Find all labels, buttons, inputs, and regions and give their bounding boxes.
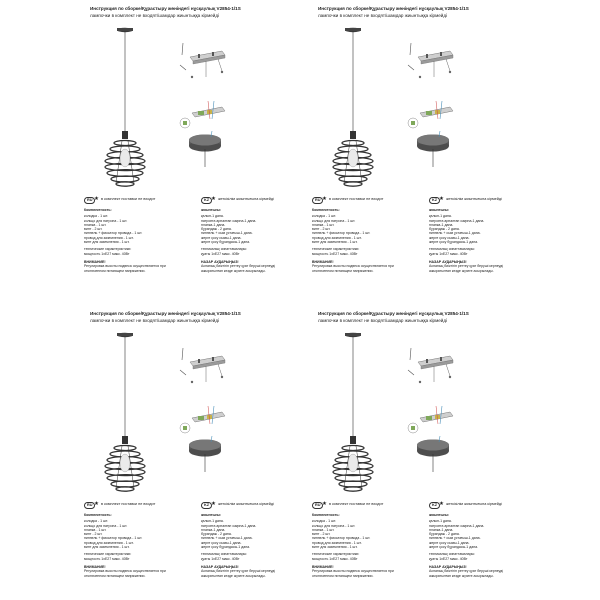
list-item: бұрандаж - 2 дана.: [201, 227, 232, 232]
kz-tech-heading: техникалық сипаттамалары:: [429, 552, 476, 557]
pendant-lamp-illustration: [60, 330, 190, 500]
ru-tech-heading: технические характеристики:: [84, 247, 132, 252]
list-item: жерге қосу бұрандасы-1 дана.: [429, 240, 479, 245]
kz-tech-value: қуаты 1xE27 макс. 40Вт: [429, 556, 468, 561]
kz-warning-text: Аспаның биіктігін реттеу қуат беруші кернеуді ажыратылған кезде жүзеге асырылады.: [201, 569, 276, 578]
kz-item-list: [201, 214, 296, 244]
pendant-lamp-illustration: [60, 25, 190, 195]
list-item: ниппель + сым ұстағыш-1 дана.: [201, 536, 253, 541]
kz-warning-heading: НАЗАР АУДАРЫҢЫЗ!: [429, 564, 467, 569]
kz-heading: жиынтығы:: [201, 208, 222, 212]
ru-warning-heading: ВНИМАНИЕ!: [84, 259, 106, 264]
ru-heading: Комплектность:: [312, 208, 340, 212]
list-item: винт - 2 шт.: [312, 227, 331, 232]
ru-column: [84, 513, 179, 578]
list-item: ниппель + фиксатор провода - 1 шт.: [312, 231, 371, 236]
list-item: винт - 2 шт.: [84, 227, 103, 232]
assembly-diagram: [178, 342, 233, 477]
list-item: винт для заземления - 1 шт.: [84, 545, 130, 550]
kz-heading: жиынтығы:: [201, 513, 222, 517]
kz-tech-value: қуаты 1xE27 макс. 40Вт: [201, 556, 240, 561]
list-item: провод для заземления - 1 шт.: [84, 540, 134, 545]
kz-warning-text: Аспаның биіктігін реттеу қуат беруші кернеуді ажыратылған кезде жүзеге асырылады.: [201, 264, 276, 273]
language-badges: [84, 196, 294, 208]
instruction-header: [318, 310, 558, 324]
ru-item-list: [312, 214, 407, 244]
list-item: қалып-1 дана.: [429, 519, 452, 524]
kz-note: жеткізілім жиынтығына кірмейді: [218, 197, 274, 201]
ru-tech-value: мощность 1xE27 макс. 40Вт: [84, 556, 130, 561]
language-badges: [84, 501, 294, 513]
ru-warning-heading: ВНИМАНИЕ!: [84, 564, 106, 569]
ru-column: [312, 513, 407, 578]
list-item: ниппель + фиксатор провода - 1 шт.: [84, 231, 143, 236]
kz-warning-text: Аспаның биіктігін реттеу қуат беруші кернеуді ажыратылған кезде жүзеге асырылады.: [429, 264, 504, 273]
list-item: провод для заземления - 1 шт.: [312, 235, 362, 240]
list-item: планка-1 дана.: [429, 222, 454, 227]
list-item: планка - 1 шт.: [312, 527, 335, 532]
ru-note: в комплект поставки не входит: [101, 197, 156, 201]
list-item: жерге қосу сымы-1 дана.: [429, 540, 470, 545]
kz-column: [429, 513, 524, 578]
list-item: планка-1 дана.: [429, 527, 454, 532]
list-item: патронға арналған сақина-1 дана.: [429, 523, 485, 528]
instruction-header: [318, 5, 558, 19]
kz-warning-heading: НАЗАР АУДАРЫҢЫЗ!: [429, 259, 467, 264]
kz-tech-value: қуаты 1xE27 макс. 40Вт: [429, 251, 468, 256]
kz-warning-heading: НАЗАР АУДАРЫҢЫЗ!: [201, 564, 239, 569]
list-item: винт - 2 шт.: [84, 532, 103, 537]
instruction-panel-bottom-right: [288, 310, 558, 580]
ru-column: [312, 208, 407, 273]
list-item: ниппель + сым ұстағыш-1 дана.: [429, 231, 481, 236]
ru-item-list: [84, 214, 179, 244]
ru-tech-value: мощность 1xE27 макс. 40Вт: [312, 556, 358, 561]
list-item: винт для заземления - 1 шт.: [84, 240, 130, 245]
kz-note: жеткізілім жиынтығына кірмейді: [218, 502, 274, 506]
list-item: жерге қосу бұрандасы-1 дана.: [201, 240, 251, 245]
ru-note: в комплект поставки не входит: [329, 197, 384, 201]
list-item: қалып-1 дана.: [429, 214, 452, 219]
list-item: винт - 2 шт.: [312, 532, 331, 537]
list-item: колодка - 1 шт.: [312, 214, 337, 219]
list-item: колодка - 1 шт.: [312, 519, 337, 524]
list-item: планка - 1 шт.: [84, 222, 107, 227]
list-item: жерге қосу сымы-1 дана.: [201, 235, 242, 240]
instruction-title: Инструкция по сборке/Құрастыру жөніндегі нұсқаулық V2854-1/1S: [90, 311, 241, 316]
ru-warning-text: Регулировка высоты подвеса осуществляется при отключенном питающем напряжении.: [84, 264, 166, 273]
kz-tech-heading: техникалық сипаттамалары:: [429, 247, 476, 252]
kz-tech-value: қуаты 1xE27 макс. 40Вт: [201, 251, 240, 256]
list-item: ниппель + фиксатор провода - 1 шт.: [84, 536, 143, 541]
instruction-subtitle: лампочки в комплект не входят/шамдар жиынтыққа кірмейді: [318, 13, 448, 18]
ru-note: в комплект поставки не входит: [329, 502, 384, 506]
assembly-diagram: [178, 37, 233, 172]
star-icon: ★: [439, 501, 444, 507]
ru-note: в комплект поставки не входит: [101, 502, 156, 506]
ru-tech-heading: технические характеристики:: [84, 552, 132, 557]
kz-column: [201, 208, 296, 273]
ru-badge: RU: [84, 502, 95, 509]
list-item: патронға арналған сақина-1 дана.: [201, 218, 257, 223]
list-item: жерге қосу бұрандасы-1 дана.: [429, 545, 479, 550]
list-item: жерге қосу бұрандасы-1 дана.: [201, 545, 251, 550]
assembly-diagram: [406, 37, 461, 172]
ru-warning-heading: ВНИМАНИЕ!: [312, 259, 334, 264]
list-item: винт для заземления - 1 шт.: [312, 240, 358, 245]
list-item: бұрандаж - 2 дана.: [429, 532, 460, 537]
list-item: жерге қосу сымы-1 дана.: [429, 235, 470, 240]
ru-item-list: [84, 519, 179, 549]
star-icon: ★: [439, 196, 444, 202]
kz-warning-heading: НАЗАР АУДАРЫҢЫЗ!: [201, 259, 239, 264]
kz-item-list: [201, 519, 296, 549]
list-item: кольцо для патрона - 1 шт.: [84, 523, 128, 528]
list-item: ниппель + фиксатор провода - 1 шт.: [312, 536, 371, 541]
list-item: кольцо для патрона - 1 шт.: [312, 523, 356, 528]
list-item: провод для заземления - 1 шт.: [84, 235, 134, 240]
ru-warning-text: Регулировка высоты подвеса осуществляется при отключенном питающем напряжении.: [312, 264, 394, 273]
list-item: ниппель + сым ұстағыш-1 дана.: [429, 536, 481, 541]
kz-badge: KZ: [429, 502, 440, 509]
language-badges: [312, 196, 522, 208]
list-item: планка - 1 шт.: [312, 222, 335, 227]
assembly-diagram: [406, 342, 461, 477]
list-item: ниппель + сым ұстағыш-1 дана.: [201, 231, 253, 236]
list-item: жерге қосу сымы-1 дана.: [201, 540, 242, 545]
ru-heading: Комплектность:: [84, 513, 112, 517]
list-item: кольцо для патрона - 1 шт.: [84, 218, 128, 223]
list-item: қалып-1 дана.: [201, 519, 224, 524]
ru-warning-text: Регулировка высоты подвеса осуществляется при отключенном питающем напряжении.: [84, 569, 166, 578]
language-badges: [312, 501, 522, 513]
kz-column: [429, 208, 524, 273]
list-item: планка-1 дана.: [201, 527, 226, 532]
ru-tech-value: мощность 1xE27 макс. 40Вт: [312, 251, 358, 256]
kz-heading: жиынтығы:: [429, 513, 450, 517]
kz-warning-text: Аспаның биіктігін реттеу қуат беруші кернеуді ажыратылған кезде жүзеге асырылады.: [429, 569, 504, 578]
kz-item-list: [429, 519, 524, 549]
list-item: кольцо для патрона - 1 шт.: [312, 218, 356, 223]
kz-item-list: [429, 214, 524, 244]
kz-note: жеткізілім жиынтығына кірмейді: [446, 502, 502, 506]
instruction-subtitle: лампочки в комплект не входят/шамдар жиынтыққа кірмейді: [90, 13, 220, 18]
star-icon: ★: [94, 196, 99, 202]
ru-badge: RU: [312, 502, 323, 509]
star-icon: ★: [94, 501, 99, 507]
pendant-lamp-illustration: [288, 330, 418, 500]
star-icon: ★: [211, 196, 216, 202]
list-item: колодка - 1 шт.: [84, 214, 109, 219]
instruction-title: Инструкция по сборке/Құрастыру жөніндегі нұсқаулық V2854-1/1S: [318, 6, 469, 11]
kz-badge: KZ: [201, 502, 212, 509]
list-item: винт для заземления - 1 шт.: [312, 545, 358, 550]
list-item: провод для заземления - 1 шт.: [312, 540, 362, 545]
list-item: бұрандаж - 2 дана.: [201, 532, 232, 537]
ru-column: [84, 208, 179, 273]
list-item: патронға арналған сақина-1 дана.: [201, 523, 257, 528]
pendant-lamp-illustration: [288, 25, 418, 195]
list-item: патронға арналған сақина-1 дана.: [429, 218, 485, 223]
kz-column: [201, 513, 296, 578]
kz-tech-heading: техникалық сипаттамалары:: [201, 247, 248, 252]
ru-heading: Комплектность:: [84, 208, 112, 212]
instruction-subtitle: лампочки в комплект не входят/шамдар жиынтыққа кірмейді: [318, 318, 448, 323]
instruction-subtitle: лампочки в комплект не входят/шамдар жиынтыққа кірмейді: [90, 318, 220, 323]
ru-badge: RU: [84, 197, 95, 204]
kz-heading: жиынтығы:: [429, 208, 450, 212]
kz-note: жеткізілім жиынтығына кірмейді: [446, 197, 502, 201]
list-item: планка-1 дана.: [201, 222, 226, 227]
ru-warning-heading: ВНИМАНИЕ!: [312, 564, 334, 569]
kz-tech-heading: техникалық сипаттамалары:: [201, 552, 248, 557]
star-icon: ★: [322, 196, 327, 202]
ru-tech-heading: технические характеристики:: [312, 247, 360, 252]
instruction-title: Инструкция по сборке/Құрастыру жөніндегі нұсқаулық V2854-1/1S: [90, 6, 241, 11]
star-icon: ★: [322, 501, 327, 507]
ru-tech-value: мощность 1xE27 макс. 40Вт: [84, 251, 130, 256]
instruction-panel-top-right: [288, 5, 558, 275]
list-item: планка - 1 шт.: [84, 527, 107, 532]
instruction-title: Инструкция по сборке/Құрастыру жөніндегі нұсқаулық V2854-1/1S: [318, 311, 469, 316]
ru-warning-text: Регулировка высоты подвеса осуществляется при отключенном питающем напряжении.: [312, 569, 394, 578]
kz-badge: KZ: [201, 197, 212, 204]
star-icon: ★: [211, 501, 216, 507]
ru-item-list: [312, 519, 407, 549]
ru-tech-heading: технические характеристики:: [312, 552, 360, 557]
ru-badge: RU: [312, 197, 323, 204]
list-item: колодка - 1 шт.: [84, 519, 109, 524]
list-item: қалып-1 дана.: [201, 214, 224, 219]
kz-badge: KZ: [429, 197, 440, 204]
list-item: бұрандаж - 2 дана.: [429, 227, 460, 232]
ru-heading: Комплектность:: [312, 513, 340, 517]
